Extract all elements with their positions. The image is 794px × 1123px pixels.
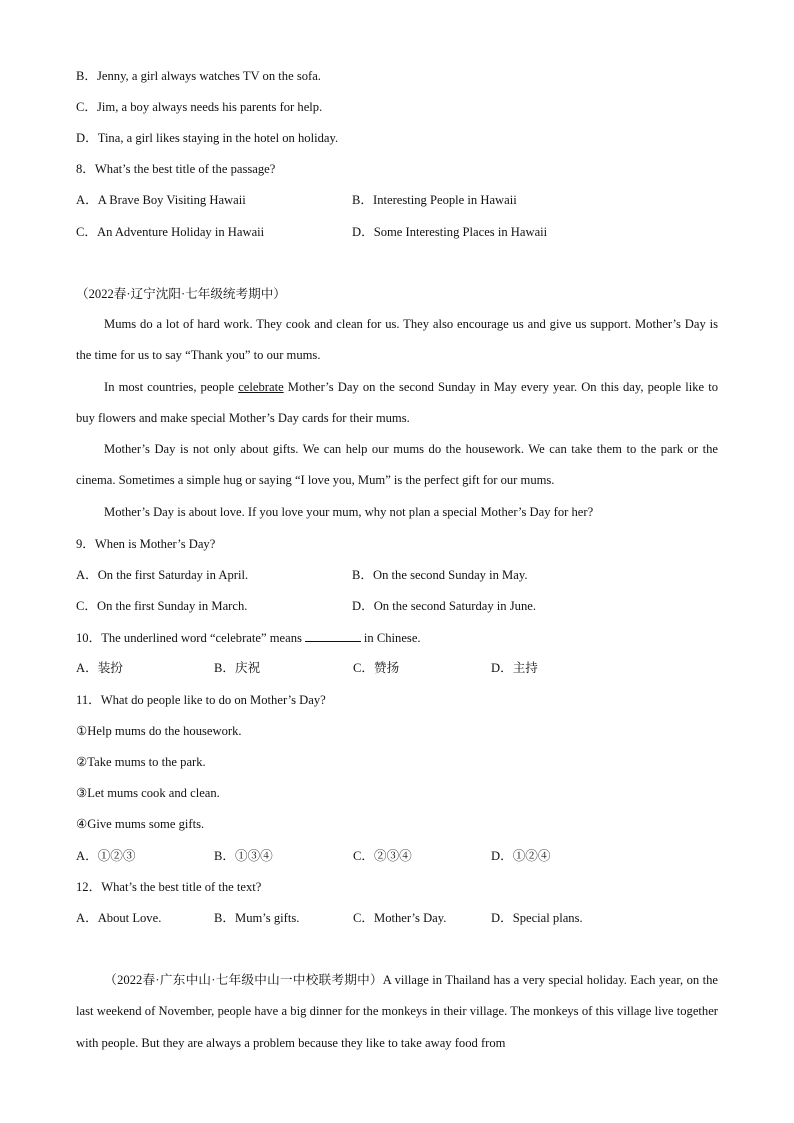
- q11-statement-1: ①Help mums do the housework.: [76, 724, 242, 738]
- q9-option-b: B．On the second Sunday in May.: [352, 568, 528, 582]
- q9-option-a: A．On the first Saturday in April.: [76, 568, 249, 582]
- q7-option-b: B．Jenny, a girl always watches TV on the sofa.: [76, 69, 321, 83]
- q11-option-d: D．①②④: [491, 849, 551, 863]
- q12-option-b: B．Mum’s gifts.: [214, 911, 300, 925]
- answer-blank: [305, 629, 361, 642]
- q12-option-a: A．About Love.: [76, 911, 162, 925]
- passage2-paragraph-4: Mother’s Day is about love. If you love your mum, why not plan a special Mother’s Day for her?: [104, 505, 594, 519]
- q12-option-c: C．Mother’s Day.: [353, 911, 447, 925]
- q9-stem: 9．When is Mother’s Day?: [76, 537, 216, 551]
- q11-statement-4: ④Give mums some gifts.: [76, 817, 205, 831]
- q8-options-row1: [76, 192, 716, 208]
- q10-option-b: B．庆祝: [214, 661, 261, 675]
- q7-option-d: D．Tina, a girl likes staying in the hotel on holiday.: [76, 131, 339, 145]
- q8-option-b: B．Interesting People in Hawaii: [352, 193, 517, 207]
- q12-option-d: D．Special plans.: [491, 911, 583, 925]
- passage2-paragraph-2: In most countries, people celebrate Mother’s Day on the second Sunday in May every year. On this day, people like to buy flowers and make special Mother’s Day cards for their mums.: [76, 380, 718, 426]
- q11-statement-3: ③Let mums cook and clean.: [76, 786, 220, 800]
- q7-option-c: C．Jim, a boy always needs his parents for help.: [76, 100, 323, 114]
- q8-option-a: A．A Brave Boy Visiting Hawaii: [76, 193, 246, 207]
- q10-option-d: D．主持: [491, 661, 538, 675]
- q11-stem: 11．What do people like to do on Mother’s Day?: [76, 693, 326, 707]
- passage3-paragraph: （2022春·广东中山·七年级中山一中校联考期中）A village in Thailand has a very special holiday. Each year, on the last weekend of November, people have a big dinner for the monkeys in their village. The monkeys of this village live together with people. But they are always a problem because they like to take away food from: [76, 973, 718, 1050]
- passage2-source: （2022春·辽宁沈阳·七年级统考期中）: [76, 287, 286, 301]
- underlined-word: celebrate: [238, 380, 284, 394]
- q11-option-a: A．①②③: [76, 849, 136, 863]
- q12-stem: 12．What’s the best title of the text?: [76, 880, 262, 894]
- passage2-paragraph-1: Mums do a lot of hard work. They cook and clean for us. They also encourage us and give us support. Mother’s Day is the time for us to say “Thank you” to our mums.: [76, 317, 718, 363]
- q8-options-row2: [76, 224, 716, 240]
- q11-statement-2: ②Take mums to the park.: [76, 755, 206, 769]
- q10-option-c: C．赞扬: [353, 661, 400, 675]
- q8-option-c: C．An Adventure Holiday in Hawaii: [76, 225, 265, 239]
- q11-option-c: C．②③④: [353, 849, 412, 863]
- q9-option-c: C．On the first Sunday in March.: [76, 599, 248, 613]
- q9-options-row1: [76, 567, 716, 583]
- passage2-paragraph-3: Mother’s Day is not only about gifts. We can help our mums do the housework. We can take them to the park or the cinema. Sometimes a simple hug or saying “I love you, Mum” is the perfect gift for our mums.: [76, 442, 718, 488]
- q11-option-b: B．①③④: [214, 849, 273, 863]
- q8-stem: 8．What’s the best title of the passage?: [76, 162, 276, 176]
- q10-stem: 10．The underlined word “celebrate” means in Chinese.: [76, 631, 421, 645]
- q8-option-d: D．Some Interesting Places in Hawaii: [352, 225, 548, 239]
- q9-options-row2: [76, 598, 716, 614]
- q10-option-a: A．装扮: [76, 661, 123, 675]
- q9-option-d: D．On the second Saturday in June.: [352, 599, 536, 613]
